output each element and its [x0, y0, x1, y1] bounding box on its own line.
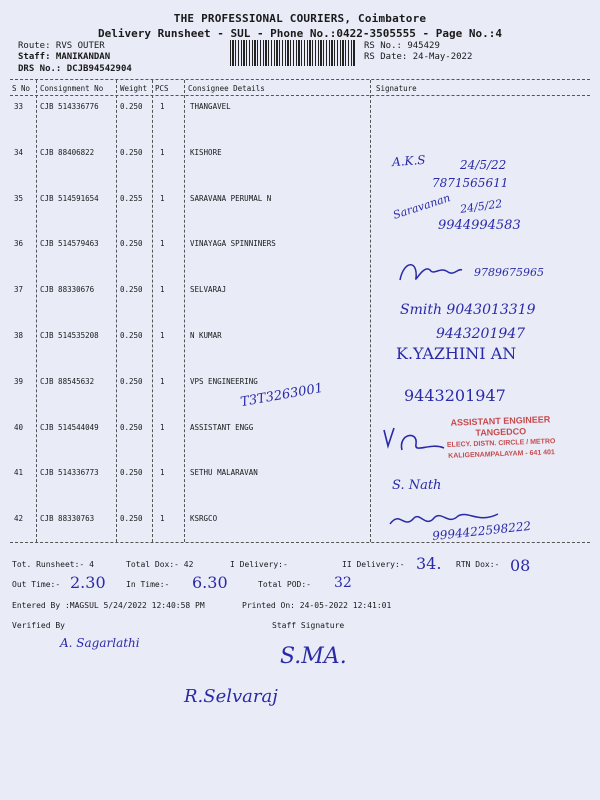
row-consignment-no: CJB 88406822 [40, 147, 95, 157]
runsheet-subtitle: Delivery Runsheet - SUL - Phone No.:0422-3505555 - Page No.:4 [98, 27, 502, 40]
verified-by-signature: A. Sagarlathi [60, 636, 140, 650]
col-header-weight: Weight [120, 84, 148, 93]
col-header-consignee: Consignee Details [188, 84, 265, 93]
row-weight: 0.255 [120, 193, 143, 203]
row-sno: 40 [14, 422, 24, 432]
row-pcs: 1 [160, 514, 165, 524]
row-weight: 0.250 [120, 285, 143, 295]
row-pcs: 1 [160, 193, 165, 203]
stamp-line: TANGEDCO [475, 426, 527, 438]
row-sno: 38 [14, 331, 24, 340]
in-time: In Time:- [126, 580, 170, 589]
row-sno: 42 [14, 514, 24, 524]
row-pcs: 1 [160, 422, 165, 432]
signature-row-39-phone: 9443201947 [404, 386, 506, 405]
header-top-rule [10, 79, 590, 80]
total-pod-handwritten: 32 [334, 575, 352, 591]
row-consignment-no: CJB 514336773 [40, 468, 99, 478]
signature-row-34-name: A.K.S [391, 152, 426, 170]
staff-signature: S.MA. [280, 644, 347, 669]
total-dox: Total Dox:- 42 [126, 560, 194, 569]
row-consignee: SELVARAJ [190, 285, 227, 295]
signature-row-34-phone: 7871565611 [432, 176, 509, 190]
row-consignment-no: CJB 514544049 [40, 422, 99, 432]
signature-row-38-phone: 9443201947 [436, 326, 526, 342]
drs-number: DRS No.: DCJB94542904 [18, 64, 132, 74]
out-time-handwritten: 2.30 [70, 573, 106, 592]
row-weight: 0.250 [120, 468, 143, 478]
stamp-line: KALIGENAMPALAYAM - 641 401 [448, 449, 556, 460]
stamp-line: ASSISTANT ENGINEER [450, 414, 551, 428]
row-weight: 0.250 [120, 239, 143, 249]
row-sno: 41 [14, 468, 24, 478]
company-title: THE PROFESSIONAL COURIERS, Coimbatore [173, 12, 427, 25]
in-time-handwritten: 6.30 [192, 573, 228, 592]
row-pcs: 1 [160, 102, 165, 111]
row-pcs: 1 [160, 147, 165, 157]
col-header-sno: S No [12, 84, 31, 93]
staff-signature-label: Staff Signature [272, 621, 345, 630]
row-sno: 39 [14, 376, 24, 386]
row-weight: 0.250 [120, 102, 143, 111]
row-consignee: THANGAVEL [190, 102, 231, 111]
total-pod: Total POD:- [258, 580, 311, 589]
row-consignment-no: CJB 88330763 [40, 514, 95, 524]
row-pcs: 1 [160, 468, 165, 478]
row-consignee: SETHU MALARAVAN [190, 468, 258, 478]
out-time: Out Time:- [12, 580, 61, 589]
row-consignee: KISHORE [190, 147, 222, 157]
ii-delivery: II Delivery:- [342, 560, 405, 569]
route-label: Route: RVS OUTER [18, 41, 105, 51]
signature-row-35-phone: 9944994583 [438, 218, 521, 233]
row-weight: 0.250 [120, 514, 143, 524]
row-pcs: 1 [160, 376, 165, 386]
row-sno: 37 [14, 285, 24, 295]
staff-label: Staff: MANIKANDAN [18, 52, 111, 62]
row-consignment-no: CJB 514336776 [40, 102, 99, 111]
printed-on: Printed On: 24-05-2022 12:41:01 [242, 601, 392, 610]
i-delivery: I Delivery:- [230, 560, 288, 569]
row-consignee: SARAVANA PERUMAL N [190, 193, 272, 203]
header-bottom-rule [10, 95, 590, 96]
row-pcs: 1 [160, 285, 165, 295]
signature-row-41: S. Nath [392, 478, 442, 493]
total-runsheet: Tot. Runsheet:- 4 [12, 560, 94, 569]
barcode [230, 40, 356, 66]
row-consignee: N KUMAR [190, 331, 222, 340]
row-consignment-no: CJB 514535208 [40, 331, 99, 340]
bottom-signature: R.Selvaraj [184, 686, 278, 707]
rtn-dox: RTN Dox:- [456, 560, 500, 569]
ii-delivery-handwritten: 34. [416, 554, 442, 573]
signature-row-38-text: K.YAZHINI AN [396, 344, 517, 363]
stamp-line: ELECY. DISTN. CIRCLE / METRO [446, 438, 556, 449]
col-header-signature: Signature [376, 84, 417, 93]
row-sno: 33 [14, 102, 24, 111]
rtn-dox-handwritten: 08 [510, 556, 531, 575]
row-pcs: 1 [160, 331, 165, 340]
col-header-consignment: Consignment No [40, 84, 104, 93]
signature-row-35-date: 24/5/22 [459, 197, 504, 216]
row-consignee: VPS ENGINEERING [190, 376, 258, 386]
row-consignment-no: CJB 514591654 [40, 193, 99, 203]
row-consignment-no: CJB 88330676 [40, 285, 95, 295]
verified-by-label: Verified By [12, 621, 65, 630]
col-divider [116, 80, 117, 542]
row-consignment-no: CJB 514579463 [40, 239, 99, 249]
signature-row-34-date: 24/5/22 [460, 158, 507, 172]
col-divider [184, 80, 185, 542]
row-consignee: ASSISTANT ENGG [190, 422, 254, 432]
row-pcs: 1 [160, 239, 165, 249]
rs-date: RS Date: 24-May-2022 [364, 52, 473, 62]
col-header-pcs: PCS [155, 84, 169, 93]
row-consignment-no: CJB 88545632 [40, 376, 95, 386]
signature-row-35-name: Saravanan [391, 191, 452, 222]
row-weight: 0.250 [120, 422, 143, 432]
signature-row-37-phone: 9789675965 [474, 266, 544, 279]
row-weight: 0.250 [120, 147, 143, 157]
col-divider [370, 80, 371, 542]
row-weight: 0.250 [120, 331, 143, 340]
signature-row-42-phone: 9994422598222 [431, 518, 532, 544]
signature-row-37-scribble [396, 256, 466, 286]
signature-row-38-name: Smith 9043013319 [400, 302, 536, 318]
rs-number: RS No.: 945429 [364, 41, 440, 51]
row-consignee: VINAYAGA SPINNINERS [190, 239, 276, 249]
row-sno: 34 [14, 147, 24, 157]
row-sno: 35 [14, 193, 24, 203]
col-divider [36, 80, 37, 542]
signature-row-40-scribble [378, 420, 448, 460]
row-consignee: KSRGCO [190, 514, 218, 524]
row-sno: 36 [14, 239, 24, 249]
signature-row-39-text: T3T3263001 [239, 380, 325, 411]
row-weight: 0.250 [120, 376, 143, 386]
col-divider [152, 80, 153, 542]
entered-by: Entered By :MAGSUL 5/24/2022 12:40:58 PM [12, 601, 205, 610]
table-bottom-rule [10, 542, 590, 543]
